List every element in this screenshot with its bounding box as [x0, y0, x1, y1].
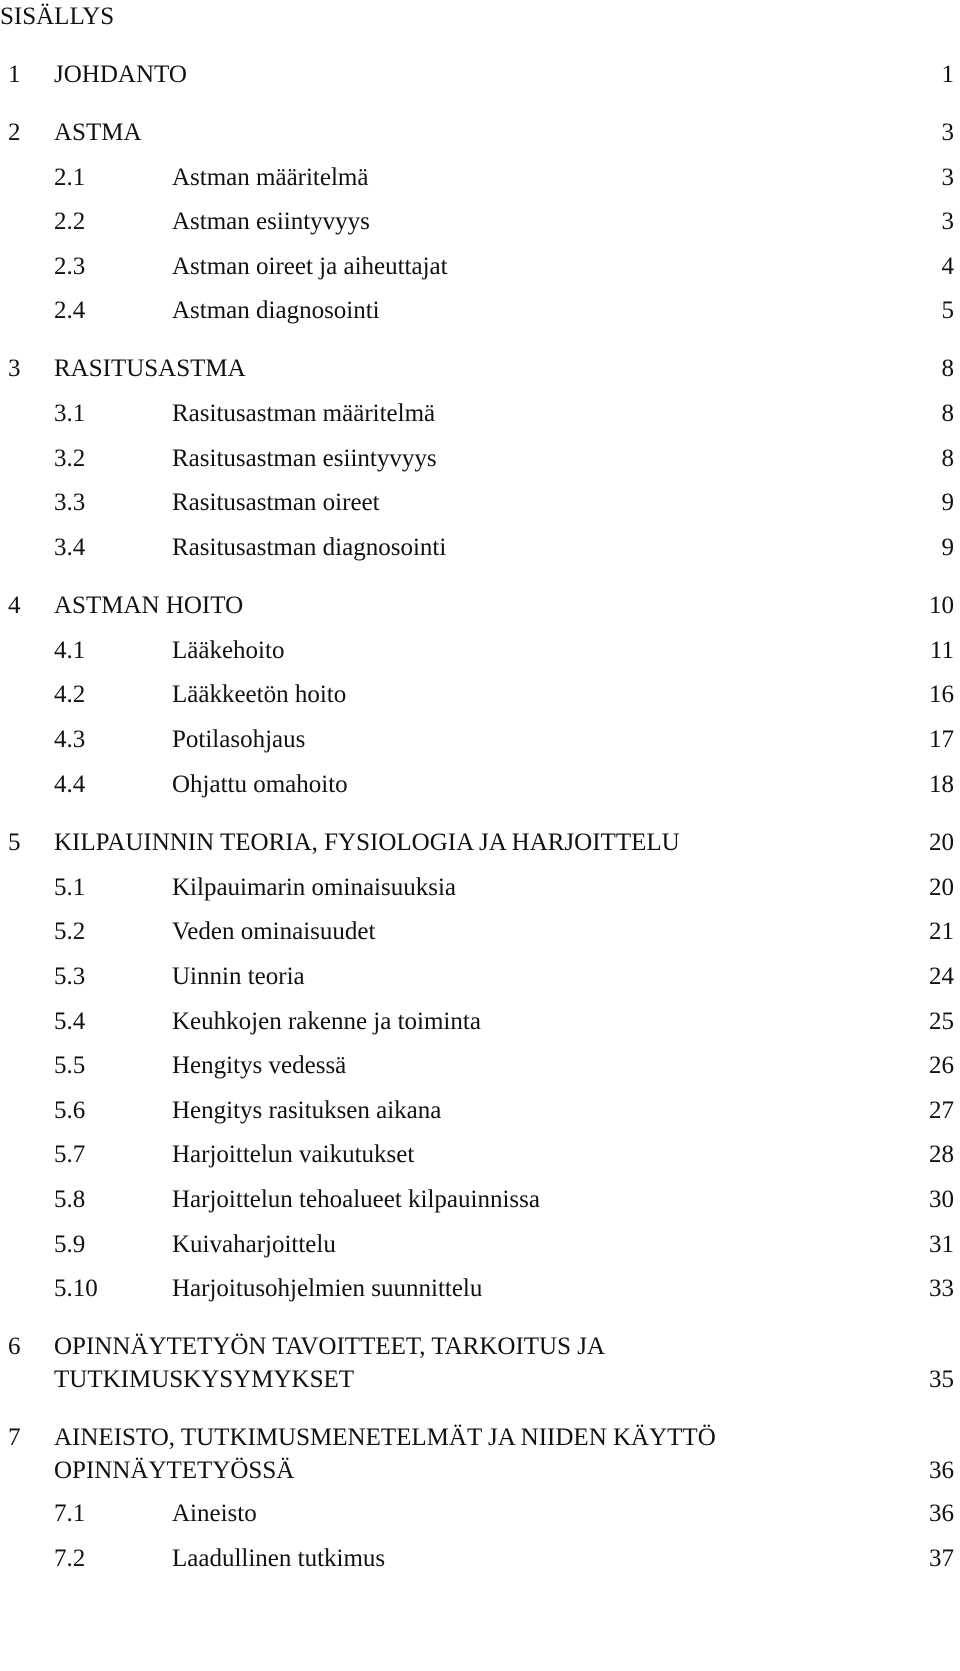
toc-entry-2-4[interactable]: [0, 294, 960, 328]
toc-page: 31: [929, 1231, 954, 1258]
toc-number: 2.3: [54, 253, 86, 280]
toc-page: 20: [929, 874, 954, 901]
toc-number: 5.4: [54, 1008, 86, 1035]
toc-entry-2-2[interactable]: [0, 205, 960, 239]
toc-number: 5.5: [54, 1052, 86, 1079]
toc-page: 8: [941, 355, 954, 382]
toc-page: 5: [941, 297, 954, 324]
toc-title: Rasitusastman määritelmä: [172, 400, 436, 427]
toc-title: RASITUSASTMA: [54, 355, 246, 382]
toc-entry-3-4[interactable]: [0, 531, 960, 565]
toc-page: 10: [929, 592, 954, 619]
toc-page: 17: [929, 726, 954, 753]
toc-title: Rasitusastman oireet: [172, 489, 380, 516]
toc-number: 5.10: [54, 1275, 98, 1302]
toc-entry-4-4[interactable]: [0, 768, 960, 802]
toc-title: KILPAUINNIN TEORIA, FYSIOLOGIA JA HARJOITTELU: [54, 829, 680, 856]
toc-title: ASTMAN HOITO: [54, 592, 244, 619]
toc-title: Lääkehoito: [172, 637, 285, 664]
toc-page: 25: [929, 1008, 954, 1035]
toc-entry-5[interactable]: [0, 826, 960, 860]
toc-number: 3: [8, 355, 21, 382]
toc-title: Astman esiintyvyys: [172, 208, 370, 235]
toc-title: Hengitys vedessä: [172, 1052, 347, 1079]
toc-page: 21: [929, 918, 954, 945]
toc-title: SISÄLLYS: [0, 3, 115, 30]
toc-entry-3-3[interactable]: [0, 486, 960, 520]
toc-number: 3.2: [54, 445, 86, 472]
toc-title: Lääkkeetön hoito: [172, 681, 347, 708]
toc-title: Astman määritelmä: [172, 164, 369, 191]
toc-title: Kuivaharjoittelu: [172, 1231, 336, 1258]
toc-page: 3: [941, 164, 954, 191]
toc-title: Ohjattu omahoito: [172, 771, 348, 798]
toc-title: Harjoittelun vaikutukset: [172, 1141, 415, 1168]
toc-entry-2-3[interactable]: [0, 250, 960, 284]
toc-title: Hengitys rasituksen aikana: [172, 1097, 442, 1124]
toc-page: 16: [929, 681, 954, 708]
toc-entry-7-1[interactable]: [0, 1497, 960, 1531]
toc-title-line2: TUTKIMUSKYSYMYKSET: [54, 1366, 355, 1393]
toc-entry-2-1[interactable]: [0, 161, 960, 195]
toc-title: Astman oireet ja aiheuttajat: [172, 253, 448, 280]
toc-number: 1: [8, 61, 21, 88]
toc-entry-5-9[interactable]: [0, 1228, 960, 1262]
toc-number: 5.8: [54, 1186, 86, 1213]
toc-entry-5-4[interactable]: [0, 1005, 960, 1039]
toc-title: Laadullinen tutkimus: [172, 1545, 386, 1572]
toc-page: 11: [929, 637, 954, 664]
toc-number: 4.4: [54, 771, 86, 798]
toc-page: 3: [941, 208, 954, 235]
toc-title: Astman diagnosointi: [172, 297, 380, 324]
toc-number: 6: [8, 1333, 21, 1360]
toc-entry-3[interactable]: [0, 352, 960, 386]
toc-number: 5: [8, 829, 21, 856]
toc-title: JOHDANTO: [54, 61, 187, 88]
toc-page: 20: [929, 829, 954, 856]
toc-page: 35: [929, 1366, 954, 1393]
toc-entry-5-5[interactable]: [0, 1049, 960, 1083]
toc-page: 36: [929, 1457, 954, 1484]
toc-page: 33: [929, 1275, 954, 1302]
toc-number: 5.1: [54, 874, 86, 901]
toc-number: 4.2: [54, 681, 86, 708]
toc-entry-6-continued[interactable]: [0, 1363, 960, 1397]
toc-title: OPINNÄYTETYÖN TAVOITTEET, TARKOITUS JA: [54, 1333, 606, 1360]
toc-number: 4.1: [54, 637, 86, 664]
toc-number: 3.1: [54, 400, 86, 427]
toc-page: 8: [941, 445, 954, 472]
toc-entry-5-1[interactable]: [0, 871, 960, 905]
toc-title: Rasitusastman diagnosointi: [172, 534, 447, 561]
toc-number: 5.3: [54, 963, 86, 990]
toc-page: 4: [941, 253, 954, 280]
toc-entry-5-10[interactable]: [0, 1272, 960, 1306]
toc-number: 2: [8, 119, 21, 146]
toc-title-line2: OPINNÄYTETYÖSSÄ: [54, 1457, 295, 1484]
toc-number: 3.4: [54, 534, 86, 561]
toc-page: 8: [941, 400, 954, 427]
toc-number: 5.9: [54, 1231, 86, 1258]
toc-number: 7.2: [54, 1545, 86, 1572]
toc-title: AINEISTO, TUTKIMUSMENETELMÄT JA NIIDEN KÄYTTÖ: [54, 1424, 716, 1451]
toc-number: 5.6: [54, 1097, 86, 1124]
toc-number: 3.3: [54, 489, 86, 516]
toc-page: 9: [941, 489, 954, 516]
toc-title: Aineisto: [172, 1500, 257, 1527]
toc-number: 2.1: [54, 164, 86, 191]
toc-entry-5-7[interactable]: [0, 1138, 960, 1172]
toc-title: Uinnin teoria: [172, 963, 305, 990]
toc-title: Kilpauimarin ominaisuuksia: [172, 874, 456, 901]
toc-title: Potilasohjaus: [172, 726, 306, 753]
toc-page: 27: [929, 1097, 954, 1124]
toc-entry-5-6[interactable]: [0, 1094, 960, 1128]
toc-page: 37: [929, 1545, 954, 1572]
toc-number: 4.3: [54, 726, 86, 753]
toc-title: Harjoitusohjelmien suunnittelu: [172, 1275, 483, 1302]
toc-entry-5-3[interactable]: [0, 960, 960, 994]
toc-entry-4[interactable]: [0, 589, 960, 623]
toc-entry-2[interactable]: [0, 116, 960, 150]
toc-number: 2.2: [54, 208, 86, 235]
toc-entry-7[interactable]: [0, 1421, 960, 1455]
toc-entry-7-continued[interactable]: [0, 1454, 960, 1488]
toc-entry-1[interactable]: [0, 58, 960, 92]
toc-entry-3-1[interactable]: [0, 397, 960, 431]
toc-number: 5.2: [54, 918, 86, 945]
toc-number: 4: [8, 592, 21, 619]
toc-title: Keuhkojen rakenne ja toiminta: [172, 1008, 481, 1035]
toc-title: Rasitusastman esiintyvyys: [172, 445, 437, 472]
toc-page: 28: [929, 1141, 954, 1168]
toc-entry-3-2[interactable]: [0, 442, 960, 476]
toc-entry-5-2[interactable]: [0, 915, 960, 949]
toc-page: 18: [929, 771, 954, 798]
toc-page: 9: [941, 534, 954, 561]
toc-page: 24: [929, 963, 954, 990]
toc-entry-4-2[interactable]: [0, 678, 960, 712]
toc-page: 36: [929, 1500, 954, 1527]
toc-number: 7.1: [54, 1500, 86, 1527]
toc-title: Harjoittelun tehoalueet kilpauinnissa: [172, 1186, 540, 1213]
toc-entry-6[interactable]: [0, 1330, 960, 1364]
toc-page: 1: [941, 61, 954, 88]
toc-page: 30: [929, 1186, 954, 1213]
toc-title: Veden ominaisuudet: [172, 918, 376, 945]
toc-number: 2.4: [54, 297, 86, 324]
toc-entry-5-8[interactable]: [0, 1183, 960, 1217]
toc-entry-4-3[interactable]: [0, 723, 960, 757]
toc-page: 26: [929, 1052, 954, 1079]
toc-title: ASTMA: [54, 119, 142, 146]
toc-entry-4-1[interactable]: [0, 634, 960, 668]
toc-number: 7: [8, 1424, 21, 1451]
toc-number: 5.7: [54, 1141, 86, 1168]
toc-page: 3: [941, 119, 954, 146]
toc-entry-7-2[interactable]: [0, 1542, 960, 1576]
